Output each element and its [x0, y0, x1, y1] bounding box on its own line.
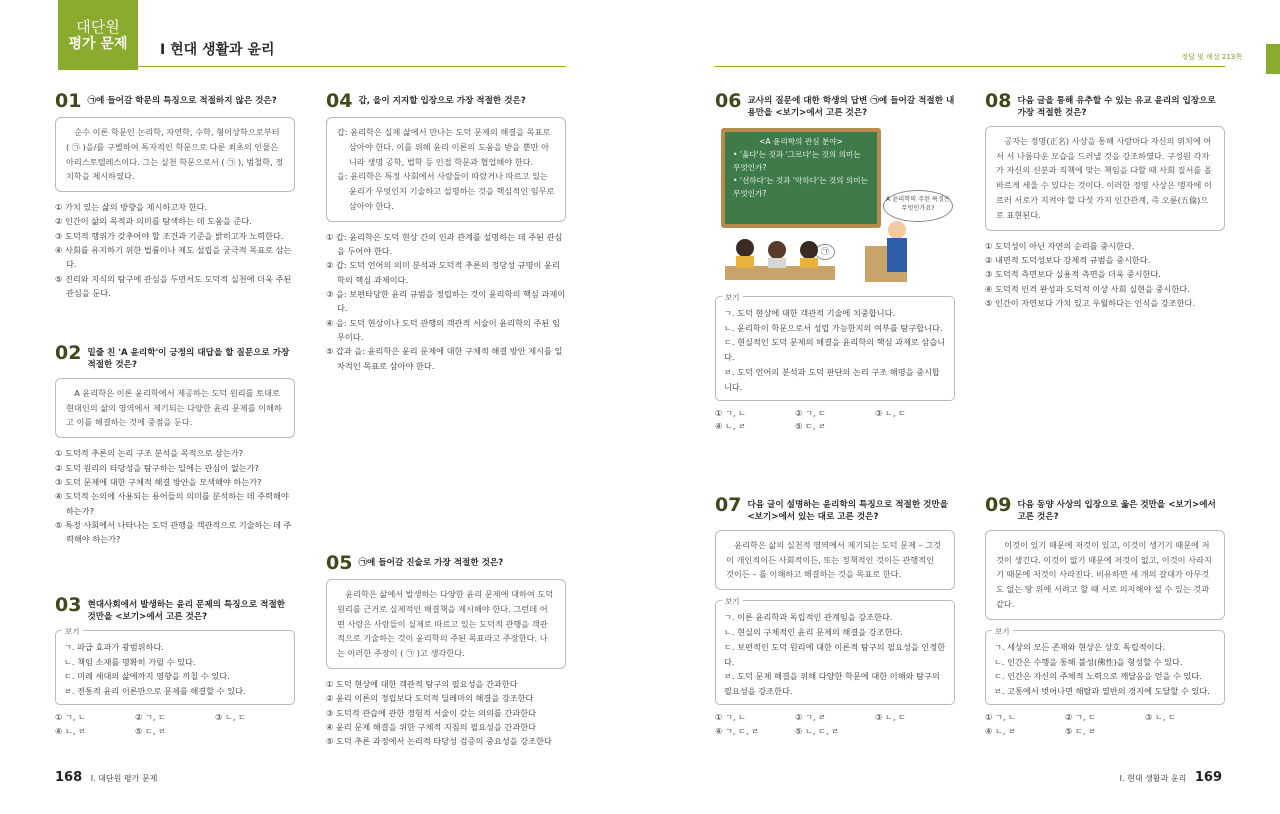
- option-1[interactable]: ① 가치 있는 삶의 방향을 제시하고자 한다.: [55, 202, 208, 213]
- page-number-right: 169: [1194, 770, 1222, 785]
- option-3[interactable]: ③ 도덕적 행위가 갖추어야 할 조건과 기준을 밝히고자 노력한다.: [55, 230, 284, 241]
- question-title: 교사의 질문에 대한 학생의 답변 ㉠에 들어갈 적절한 내용만을 <보기>에서 고른 것은?: [747, 96, 955, 119]
- unit-badge-line1: 대단원: [76, 18, 120, 36]
- choice-1[interactable]: ① ㄱ, ㄴ: [715, 407, 746, 418]
- footer-right: [1120, 768, 1222, 788]
- bogi-item: ㄱ. 세상의 모든 존재와 현상은 상호 독립적이다.: [994, 641, 1166, 652]
- question-number: 02: [55, 342, 82, 364]
- choice-grid: [715, 407, 955, 435]
- choice-1[interactable]: ① ㄱ, ㄴ: [715, 711, 746, 722]
- question-02: [55, 344, 295, 547]
- question-title: 현대사회에서 발생하는 윤리 문제의 특징으로 적절한 것만을 <보기>에서 고른 것은?: [87, 600, 286, 623]
- question-number: 08: [985, 90, 1012, 112]
- bogi-item: ㄴ. 현실의 구체적인 윤리 문제의 해결을 강조한다.: [724, 626, 904, 637]
- passage-box: [326, 117, 566, 222]
- option-2[interactable]: ② 갑: 도덕 언어의 의미 분석과 도덕적 추론의 정당성 규명이 윤리학의 핵심 과제이다.: [326, 260, 560, 285]
- choice-5[interactable]: ⑤ ㄷ, ㄹ: [1065, 725, 1096, 736]
- option-4[interactable]: ④ 도덕적 논의에 사용되는 용어들의 의미를 분석하는 데 주력해야 하는가?: [55, 491, 289, 516]
- footer-left: [55, 768, 157, 788]
- option-5[interactable]: ⑤ 진리와 지식의 탐구에 관심을 두면서도 도덕적 실천에 더욱 주된 관심을 둔다.: [55, 273, 292, 299]
- bogi-item: ㄴ. 책임 소재를 명확히 가릴 수 있다.: [64, 656, 196, 667]
- option-1[interactable]: ① 갑: 윤리학은 도덕 현상 간의 인과 관계를 설명하는 데 주된 관심을 두어야 한다.: [326, 231, 563, 256]
- people-drawing: [715, 126, 955, 286]
- option-list: [326, 677, 566, 749]
- passage-text: 이것이 있기 때문에 저것이 있고, 이것이 생기기 때문에 저것이 생긴다. 이것이 없기 때문에 저것이 없고, 이것이 사라지기 때문에 저것이 사라진다. 비유하면 세 개의 갈대가 아무것도 없는 땅 위에 서려고 할 때 서로 의지해야 설 수 있는 것과 같다.: [996, 539, 1212, 609]
- bogi-item: ㄹ. 도덕 언어의 분석과 도덕 판단의 논리 구조 해명을 중시합니다.: [724, 366, 940, 392]
- bogi-label: 보기: [62, 625, 83, 639]
- question-08: [985, 92, 1225, 310]
- question-title: 갑, 을이 지지할 입장으로 가장 적절한 것은?: [358, 96, 526, 106]
- question-number: 01: [55, 90, 82, 112]
- choice-grid: [985, 711, 1225, 739]
- page-edge-tab: [1266, 44, 1280, 74]
- board-line: • '선하다'는 것과 '악하다'는 것의 의미는 무엇인가?: [733, 175, 868, 198]
- bogi-item: ㄹ. 도덕 문제 해결을 위해 다양한 학문에 대한 이해와 탐구의 필요성을 강조한다.: [724, 671, 940, 697]
- bogi-box: [715, 597, 955, 705]
- question-06: [715, 92, 955, 434]
- header-rule-right: [715, 66, 1225, 67]
- bogi-box: [985, 626, 1225, 705]
- question-title: 다음 글을 통해 유추할 수 있는 유교 윤리의 입장으로 가장 적절한 것은?: [1017, 96, 1216, 119]
- option-2[interactable]: ② 내면적 도덕성보다 강제적 규범을 중시한다.: [985, 254, 1151, 265]
- bogi-box: [715, 292, 955, 401]
- option-5[interactable]: ⑤ 도덕 추론 과정에서 논리적 타당성 검증의 중요성을 강조한다: [326, 736, 552, 747]
- passage-box: [985, 530, 1225, 620]
- bogi-item: ㄹ. 전통적 윤리 이론만으로 문제를 해결할 수 있다.: [64, 686, 246, 697]
- question-number: 05: [326, 552, 353, 574]
- bogi-item: ㄴ. 인간은 수행을 통해 불성(佛性)을 형성할 수 있다.: [994, 656, 1183, 667]
- option-5[interactable]: ⑤ 갑과 을: 윤리학은 윤리 문제에 대한 구체적 해결 방안 제시를 일차적인 목표로 삼아야 한다.: [326, 346, 563, 371]
- choice-5[interactable]: ⑤ ㄷ, ㄹ: [135, 725, 166, 736]
- choice-4[interactable]: ④ ㄴ, ㄹ: [715, 421, 746, 432]
- question-01: [55, 92, 295, 300]
- unit-badge-line2: 평가 문제: [68, 36, 128, 52]
- option-list: [55, 446, 295, 546]
- choice-3[interactable]: ③ ㄴ, ㄷ: [1145, 711, 1176, 722]
- option-3[interactable]: ③ 도덕적 측면보다 실용적 측면을 더욱 중시한다.: [985, 269, 1161, 280]
- footer-right-label: Ⅰ. 현대 생활과 윤리: [1119, 774, 1187, 783]
- bogi-item: ㄷ. 인간은 자신의 주체적 노력으로 깨달음을 얻을 수 있다.: [994, 671, 1202, 682]
- bogi-item: ㄹ. 고통에서 벗어나면 해탈과 열반의 경지에 도달할 수 있다.: [994, 686, 1210, 697]
- speaker-b-text: 을: 윤리학은 특정 사회에서 사람들이 따랐거나 따르고 있는 윤리가 무엇인지 기술하고 설명하는 것을 핵심적인 임무로 삼아야 한다.: [337, 171, 555, 211]
- question-title: 다음 동양 사상의 입장으로 옳은 것만을 <보기>에서 고른 것은?: [1017, 500, 1216, 523]
- question-05: [326, 554, 566, 749]
- choice-2[interactable]: ② ㄱ, ㄹ: [795, 711, 826, 722]
- bogi-item: ㄷ. 현실적인 도덕 문제의 해결을 윤리학의 핵심 과제로 삼습니다.: [724, 337, 946, 363]
- choice-3[interactable]: ③ ㄴ, ㄷ: [875, 407, 906, 418]
- bogi-item: ㄱ. 이론 윤리학과 독립적인 관계임을 강조한다.: [724, 612, 893, 623]
- choice-3[interactable]: ③ ㄴ, ㄷ: [875, 711, 906, 722]
- chapter-title: Ⅰ 현대 생활과 윤리: [160, 42, 275, 58]
- question-number: 09: [985, 494, 1012, 516]
- student-speech-bubble: ㉠: [815, 244, 835, 260]
- option-5[interactable]: ⑤ 특정 사회에서 나타나는 도덕 관행을 객관적으로 기술하는 데 주력해야 하는가?: [55, 519, 292, 545]
- option-list: [55, 200, 295, 300]
- choice-2[interactable]: ② ㄱ, ㄷ: [795, 407, 826, 418]
- bogi-item: ㄱ. 도덕 현상에 대한 객관적 기술에 치중합니다.: [724, 307, 896, 318]
- option-3[interactable]: ③ 도덕적 관습에 관한 경험적 서술이 갖는 의의를 간과한다: [326, 707, 537, 718]
- passage-text: 윤리학은 삶의 실천적 영역에서 제기되는 도덕 문제 – 그것이 개인적이든 사회적이든, 또는 정책적인 것이든 관행적인 것이든 – 를 이해하고 해결하는 것을 목표로 한다.: [726, 539, 942, 580]
- question-title: ㉠에 들어갈 진술로 가장 적절한 것은?: [358, 558, 504, 568]
- choice-grid: [55, 711, 295, 739]
- bogi-label: 보기: [722, 291, 743, 305]
- option-4[interactable]: ④ 윤리 문제 해결을 위한 구체적 지침의 필요성을 간과한다: [326, 721, 537, 732]
- teacher-speech-bubble: A 윤리학의 주된 특징은 무엇인가요?: [883, 190, 953, 222]
- question-title: 밑줄 친 'A 윤리학'이 긍정의 대답을 할 질문으로 가장 적절한 것은?: [87, 348, 290, 371]
- question-04: [326, 92, 566, 373]
- bogi-item: ㄷ. 미래 세대의 삶에까지 영향을 끼칠 수 있다.: [64, 671, 230, 682]
- option-list: [326, 230, 566, 373]
- choice-3[interactable]: ③ ㄴ, ㄷ: [215, 711, 246, 722]
- passage-text: 순수 이론 학문인 논리학, 자연학, 수학, 형이상학으로부터 ( ㉠ )을/를 구별하여 독자적인 학문으로 다룬 최초의 인물은 아리스토텔레스이다. 그는 실천 학문으로서 ( ㉠ ), 범철학, 정치학을 제시하였다.: [66, 127, 284, 182]
- passage-box: [55, 378, 295, 438]
- passage-text: 공자는 정명(正名) 사상을 통해 사람마다 자신의 위치에 어서 서 나름다운 모습을 드러낼 것을 강조하였다. 구성원 각자가 자신의 신분과 직책에 맞는 책임을 다할 때 사회 질서를 올바르게 세울 수 있다는 것이다. 이러한 정명 사상은 맹자에 이르러 서로가 지켜야 할 다섯 가지 인간관계, 즉 오륜(五倫)으로 표현된다.: [996, 135, 1212, 220]
- question-number: 03: [55, 594, 82, 616]
- choice-4[interactable]: ④ ㄱ, ㄷ, ㄹ: [715, 725, 760, 736]
- option-5[interactable]: ⑤ 인간이 자연보다 가치 있고 우월하다는 인식을 강조한다.: [985, 297, 1196, 308]
- choice-2[interactable]: ② ㄱ, ㄷ: [135, 711, 166, 722]
- passage-box: [715, 530, 955, 590]
- option-1[interactable]: ① 도덕 현상에 대한 객관적 탐구의 필요성을 간과한다: [326, 678, 518, 689]
- answer-reference: 정답 및 해설 213쪽: [1181, 53, 1242, 61]
- board-line: • '옳다'는 것과 '그르다'는 것의 의미는 무엇인가?: [733, 149, 861, 172]
- option-3[interactable]: ③ 을: 보편타당한 윤리 규범을 정립하는 것이 윤리학의 핵심 과제이다.: [326, 288, 566, 314]
- choice-5[interactable]: ⑤ ㄷ, ㄹ: [795, 421, 826, 432]
- speaker-a-text: 갑: 윤리학은 실제 삶에서 만나는 도덕 문제의 해결을 목표로 삼아야 한다. 이를 위해 윤리 이론의 도움을 받을 뿐만 아니라 생명 공학, 법학 등 인접 학문과 협업해야 한다.: [337, 127, 551, 167]
- classroom-illustration: [715, 126, 955, 286]
- question-number: 04: [326, 90, 353, 112]
- question-09: [985, 496, 1225, 739]
- choice-1[interactable]: ① ㄱ, ㄴ: [55, 711, 86, 722]
- passage-box: [985, 126, 1225, 231]
- choice-5[interactable]: ⑤ ㄴ, ㄷ, ㄹ: [795, 725, 840, 736]
- bogi-item: ㄱ. 파급 효과가 광범위하다.: [64, 641, 165, 652]
- option-2[interactable]: ② 인간이 삶의 목적과 의미를 탐색하는 데 도움을 준다.: [55, 216, 252, 227]
- option-list: [985, 239, 1225, 311]
- option-1[interactable]: ① 도덕성이 아닌 자연의 순리를 중시한다.: [985, 240, 1135, 251]
- board-title: <A 윤리학의 관심 분야>: [759, 136, 843, 146]
- bogi-label: 보기: [992, 625, 1013, 639]
- option-4[interactable]: ④ 사회를 유지하기 위한 법률이나 제도 설립을 궁극적 목표로 삼는다.: [55, 245, 292, 270]
- passage-box: [326, 579, 566, 669]
- header-rule-left: [138, 66, 566, 67]
- option-2[interactable]: ② 윤리 이론의 정립보다 도덕적 딜레마의 해결을 강조한다: [326, 693, 534, 704]
- option-4[interactable]: ④ 도덕적 인격 완성과 도덕적 이상 사회 실현을 중시한다.: [985, 283, 1190, 294]
- question-07: [715, 496, 955, 739]
- question-number: 07: [715, 494, 742, 516]
- unit-badge: [58, 0, 138, 70]
- passage-box: [55, 117, 295, 192]
- passage-text: 윤리학은 삶에서 발생하는 다양한 윤리 문제에 대하여 도덕 원리를 근거로 실제적인 해결책을 제시해야 한다. 그런데 어떤 사람은 사람들이 실제로 따르고 있는 도덕적 관행을 객관적으로 기술하는 것이 윤리학의 주된 목표라고 주장한다. 나는 이러한 주장이 ( ㉠ )고 생각한다.: [337, 589, 554, 659]
- question-03: [55, 596, 295, 739]
- question-title: 다음 글이 설명하는 윤리학의 특징으로 적절한 것만을 <보기>에서 있는 대로 고른 것은?: [747, 500, 949, 523]
- bogi-label: 보기: [722, 595, 743, 609]
- question-number: 06: [715, 90, 742, 112]
- passage-text: A 윤리학은 이론 윤리학에서 제공하는 도덕 원리를 토대로 현대인의 삶의 영역에서 제기되는 다양한 윤리 문제를 이해하고 이를 해결하는 것에 중점을 둔다.: [66, 387, 282, 428]
- option-2[interactable]: ② 도덕 원리의 타당성을 탐구하는 일에는 관심이 없는가?: [55, 462, 259, 473]
- choice-grid: [715, 711, 955, 739]
- option-3[interactable]: ③ 도덕 문제에 대한 구체적 해결 방안을 모색해야 하는가?: [55, 476, 262, 487]
- bogi-box: [55, 626, 295, 705]
- bogi-item: ㄴ. 윤리학이 학문으로서 성립 가능한지의 여부를 탐구합니다.: [724, 322, 943, 333]
- page-number-left: 168: [55, 770, 83, 785]
- choice-4[interactable]: ④ ㄴ, ㄹ: [55, 725, 86, 736]
- footer-left-label: Ⅰ. 대단원 평가 문제: [90, 774, 158, 783]
- choice-1[interactable]: ① ㄱ, ㄴ: [985, 711, 1016, 722]
- question-title: ㉠에 들어갈 학문의 특징으로 적절하지 않은 것은?: [87, 96, 277, 106]
- option-1[interactable]: ① 도덕적 추론의 논리 구조 분석을 목적으로 삼는가?: [55, 448, 244, 459]
- option-4[interactable]: ④ 을: 도덕 현상이나 도덕 관행의 객관적 서술이 윤리학의 주된 임무이다.: [326, 317, 560, 342]
- choice-2[interactable]: ② ㄱ, ㄷ: [1065, 711, 1096, 722]
- bogi-item: ㄷ. 보편적인 도덕 원리에 대한 이론적 탐구의 필요성을 인정한다.: [724, 641, 946, 667]
- choice-4[interactable]: ④ ㄴ, ㄹ: [985, 725, 1016, 736]
